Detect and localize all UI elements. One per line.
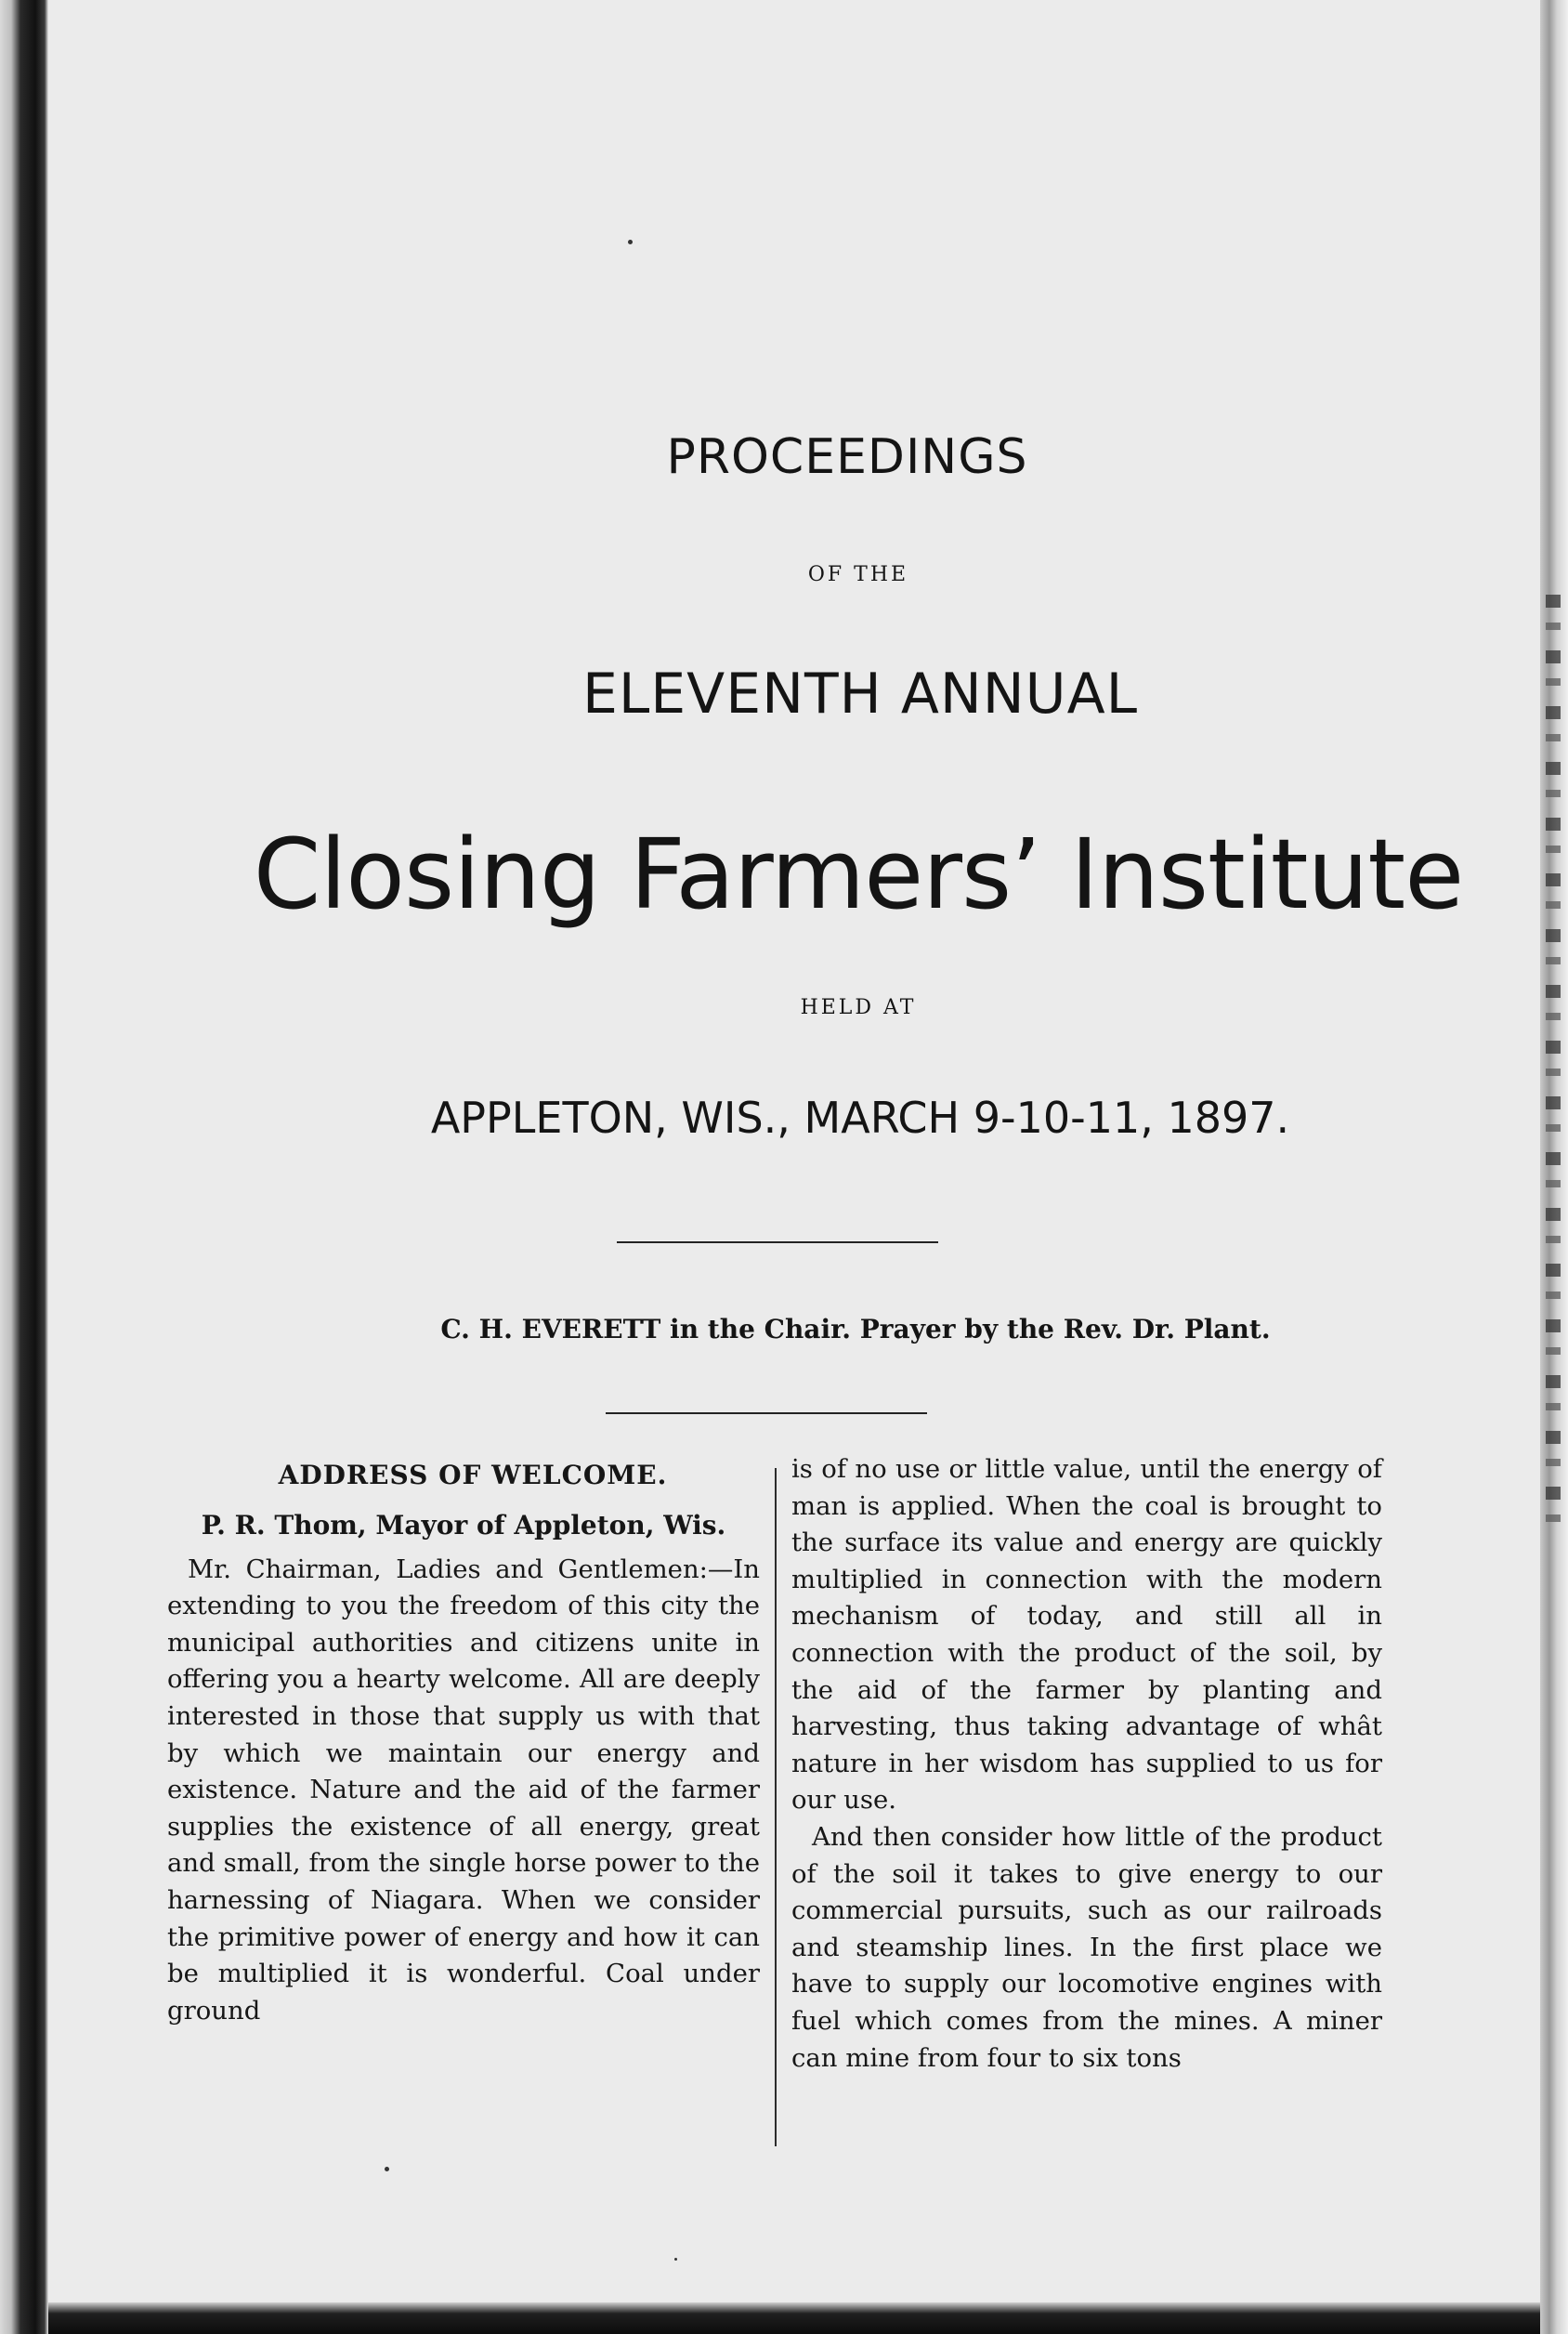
spine-marks bbox=[1546, 595, 1561, 1524]
title-institute-name: Closing Farmers’ Institute bbox=[253, 818, 1464, 931]
title-eleventh-annual: ELEVENTH ANNUAL bbox=[581, 662, 1139, 727]
print-speck bbox=[674, 2258, 677, 2261]
right-column-paragraph-2: And then consider how little of the product of the soil it takes to give energy to our commercial pursuits, such as our railroads and steamship lines. In the first place we have to supply our locomotive engines with fuel which comes from the mines. A miner can mine from four to six tons bbox=[791, 1821, 1382, 2073]
speaker-line: P. R. Thom, Mayor of Appleton, Wis. bbox=[201, 1509, 726, 1541]
scan-bottom-edge bbox=[48, 2302, 1540, 2334]
section-heading: ADDRESS OF WELCOME. bbox=[278, 1460, 668, 1490]
left-column bbox=[167, 1457, 760, 2029]
title-proceedings: PROCEEDINGS bbox=[666, 429, 1028, 485]
column-divider bbox=[775, 1468, 777, 2146]
print-speck bbox=[385, 2167, 389, 2171]
left-column-paragraph: Mr. Chairman, Ladies and Gentlemen:—In extending to you the freedom of this city the municipal authorities and citizens unite in offering you a hearty welcome. All are deeply interested in those that supply us with that by which we maintain our energy and existence. Nature and the aid of the farmer supplies the existence of all energy, great and small, from the single horse power to the harnessing of Niagara. When we consider the primitive power of energy and how it can be multiplied it is wonderful. Coal under ground bbox=[167, 1554, 760, 2026]
right-column-paragraph-1: is of no use or little value, until the energy of man is applied. When the coal is brought to the surface its value and energy are quickly multiplied in connection with the modern mechanism of today, and still all in connection with the product of the soil, by the aid of the farmer by planting and harvesting, thus taking advantage of whât nature in her wisdom has supplied to us for our use. bbox=[791, 1454, 1382, 1816]
title-held-at: HELD AT bbox=[800, 996, 917, 1019]
title-location-date: APPLETON, WIS., MARCH 9-10-11, 1897. bbox=[430, 1093, 1290, 1143]
chair-line: C. H. EVERETT in the Chair. Prayer by the Rev. Dr. Plant. bbox=[440, 1314, 1271, 1344]
divider-rule-bottom bbox=[606, 1412, 927, 1414]
divider-rule-top bbox=[617, 1241, 938, 1243]
title-of-the: OF THE bbox=[807, 563, 909, 586]
right-column bbox=[791, 1451, 1382, 2077]
scan-left-edge bbox=[0, 0, 48, 2334]
print-speck bbox=[628, 240, 633, 244]
